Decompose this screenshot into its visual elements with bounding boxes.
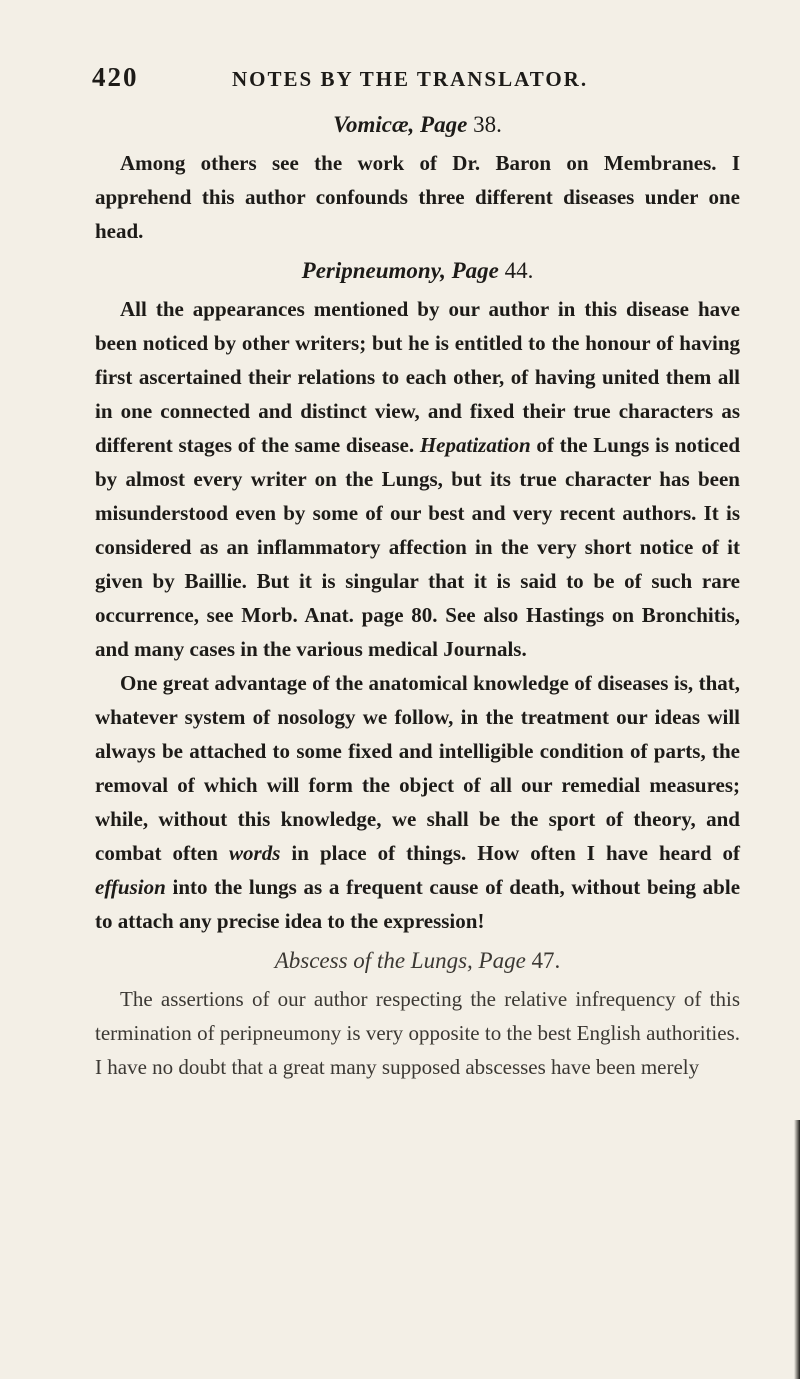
paragraph [95, 982, 740, 1084]
text-run: into the lungs as a frequent cause of death, without being able to attach any precise idea to the expression! [95, 875, 741, 933]
italic-term: effusion [95, 875, 166, 899]
text-run: One great advantage of the anatomical knowledge of diseases is, that, whatever system of nosology we follow, in the treatment our ideas will always be attached to some fixed and intelligible condition of parts, the removal of which will form the object of all our remedial measures; while, without this knowledge, we shall be the sport of theory, and combat often [95, 671, 740, 865]
heading-text: Peripneumony, Page [301, 258, 499, 283]
paragraph [95, 146, 740, 248]
italic-term: words [229, 841, 281, 865]
page-number: 420 [92, 62, 139, 92]
running-head [92, 62, 740, 102]
section-heading-peripneumony [95, 254, 740, 288]
text-run: in place of things. How often I have heard of [291, 841, 741, 865]
heading-page: 47. [531, 948, 561, 973]
section-heading-vomicae [95, 108, 740, 142]
text-run: Among others see the work of Dr. Baron on Membranes. I apprehend this author confounds three different diseases under one head. [95, 151, 740, 243]
section-heading-abscess [95, 944, 740, 978]
italic-term: Hepatization [419, 433, 531, 457]
heading-page: 38. [473, 112, 502, 137]
page-edge-shadow [794, 1120, 800, 1379]
paragraph [95, 666, 740, 938]
heading-page: 44. [504, 258, 534, 283]
paragraph [95, 292, 740, 666]
text-run: of the Lungs is noticed by almost every writer on the Lungs, but its true character has been misunderstood even by some of our best and very recent authors. It is considered as an inflammatory affection in the very short notice of it given by Baillie. But it is singular that it is said to be of such rare occurrence, see Morb. Anat. page 80. See also Hastings on Bronchitis, and many cases in the various medical Journals. [95, 433, 741, 661]
running-head-title: NOTES BY THE TRANSLATOR. [232, 67, 589, 91]
text-run: All the appearances mentioned by our author in this disease have been noticed by other writers; but he is entitled to the honour of having first ascertained their relations to each other, of having united them all in one connected and distinct view, and fixed their true characters as different stages of the same disease. [95, 297, 740, 457]
heading-text: Vomicæ, Page [333, 112, 468, 137]
text-run: The assertions of our author respecting the relative infrequency of this termination of peripneumony is very opposite to the best English authorities. I have no doubt that a great many supposed abscesses have been merely [95, 987, 740, 1079]
heading-text: Abscess of the Lungs, Page [274, 948, 526, 973]
